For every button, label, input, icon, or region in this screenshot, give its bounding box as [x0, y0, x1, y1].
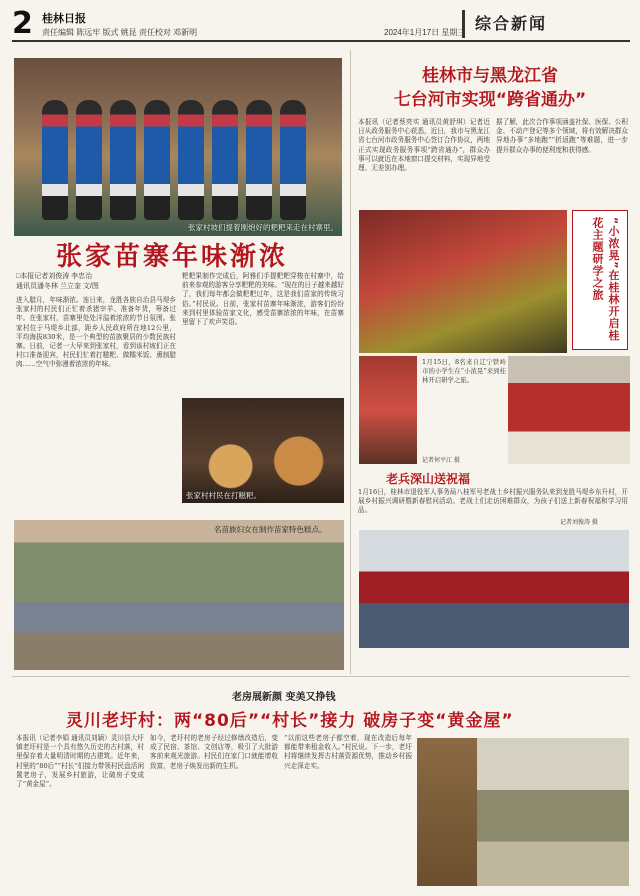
veteran-group-photo — [359, 530, 629, 648]
food-photo — [182, 398, 344, 503]
miao-credits — [16, 272, 99, 292]
village-body-col3: “以前这些老房子都空着，现在改造后每年都能带来租金收入。”村民说。下一步，老圩村将继续发挥古村落资源优势，推动乡村振兴走深走实。 — [284, 734, 412, 770]
issue-date: 2024年1月17日 星期三 — [384, 28, 466, 37]
section-divider — [12, 676, 630, 677]
vertical-headline: “小浓晃”在桂林开启桂花主题研学之旅 — [591, 217, 620, 342]
headline-line: 桂林市与黑龙江省 — [422, 66, 558, 86]
miao-body-col1: 进入腊月，年味渐浓。连日来，龙胜各族自治县马堤乡张家村的村民们正忙着杀猪宰羊、准备年货，筹备过年。在张家村，苗寨里处处洋溢着浓浓的节日氛围。张家村位于马堤乡北部，距乡人民政府所在地12公里，平均海拔830米，是一个典型的苗族聚居的少数民族村寨。日前，记者一大早来到张家村，看到该村坡们正在村口准备迎宾，村民们忙着打糍粑、做糯米饭、熏制腊肉……空气中弥漫着浓浓的年味。 — [16, 296, 176, 369]
photo-caption: 张家村坡们提着刚炮好的粑粑来走在村寨里。 — [188, 223, 338, 232]
figure-shape — [76, 100, 102, 220]
photo-caption: 名苗族妇女在制作苗家特色糕点。 — [214, 525, 327, 534]
village-headline: 灵川老圩村：两“80后”“村长”接力 破房子变“黄金屋” — [66, 711, 514, 731]
page-header — [12, 8, 630, 42]
figure-shape — [246, 100, 272, 220]
pounding-photo — [14, 520, 344, 670]
kids-group-photo — [508, 356, 630, 464]
headline-line: 七台河市实现“跨省通办” — [393, 90, 587, 110]
column-divider — [350, 50, 351, 674]
miao-headline: 张家苗寨年味渐浓 — [56, 242, 289, 272]
cross-body-col1: 本报讯（记者蔡亮实 通讯员黄舒琪）记者近日从政务服务中心获悉，近日，我市与黑龙江省七台河市政务服务中心签订合作协议，两地正式实现政务服务事项“跨省通办”，群众办事可以就近在本地窗口提交材料，实现异地受理、无差别办理。 — [358, 118, 490, 173]
figure-shape — [144, 100, 170, 220]
credit-line: □本报记者刘俊涛 李忠治 — [16, 273, 93, 280]
photo-caption: 张家村村民在打糍粑。 — [186, 491, 261, 500]
kids-photo — [359, 356, 417, 464]
figure-shape — [42, 100, 68, 220]
study-trip-caption: 1月15日，8名来自辽宁铁岭市的小学生在“小浓晃”来到桂林开启研学之旅。 — [422, 358, 506, 385]
paper-name: 桂林日报 — [42, 12, 86, 25]
editor-credits: 责任编辑 陈远牢 版式 姚昆 责任校对 邓新明 — [42, 28, 198, 37]
cross-headline — [352, 64, 628, 112]
village-kicker: 老房展新颜 变美又挣钱 — [232, 692, 336, 703]
photo-credit: 记者何平江 摄 — [422, 457, 460, 464]
miao-women-photo — [14, 58, 342, 236]
page-number: 2 — [12, 6, 33, 41]
figure-shape — [178, 100, 204, 220]
figure-shape — [212, 100, 238, 220]
village-body-col1: 本报讯（记者李娟 通讯员刘颖）灵川县大圩镇老圩村是一个具有悠久历史的古村落，村里保存着大量明清时期的古建筑。近年来，村里的“80后”“村长”们接力带领村民盘活闲置老房子，发展乡村旅游，让破房子变成了“黄金屋”。 — [16, 734, 144, 789]
veteran-body: 1月16日，桂林市退役军人事务局八桂军号老战士乡村振兴服务队来到龙胜马堤乡东升村，开展乡村振兴调研暨新春慰问活动。老战士们走访困难群众，为孩子们送上新春祝福和学习用品。 — [358, 488, 628, 515]
study-trip-title-box — [572, 210, 628, 350]
veteran-headline: 老兵深山送祝福 — [386, 472, 471, 486]
miao-body-col2: 粑粑果制作完成后，阿雅们手提粑粑穿梭在村寨中，给前来参观的游客分享粑粑的美味。“现在的日子越来越好了，我们每年都会做粑粑过年，这是我们苗家的传统习俗。”村民说。日前，张家村苗寨年味渐浓，游客们纷纷来到村里体验苗家文化，感受苗寨浓浓的年味，在苗寨里留下了欢声笑语。 — [182, 272, 344, 327]
figure-shape — [280, 100, 306, 220]
cross-body-col2: 据了解，此次合作事项涵盖社保、医保、公积金、不动产登记等多个领域，将有效解决群众异地办事“多地跑”“折返跑”等难题，进一步提升群众办事的便利度和获得感。 — [496, 118, 628, 154]
figure-shape — [110, 100, 136, 220]
old-house-detail-photo — [417, 738, 477, 886]
study-trip-photo — [359, 210, 567, 353]
village-body-col2: 如今，老圩村的老房子经过修缮改造后，变成了民宿、茶馆、文创店等，吸引了大批游客前来观光旅游。村民们在家门口就能增收致富，老房子焕发出新的生机。 — [150, 734, 278, 770]
photo-credit: 记者刘俊涛 摄 — [560, 519, 598, 526]
credit-line: 通讯员潘冬林 兰立奎 文/图 — [16, 283, 99, 290]
section-name: 综合新闻 — [462, 10, 630, 38]
